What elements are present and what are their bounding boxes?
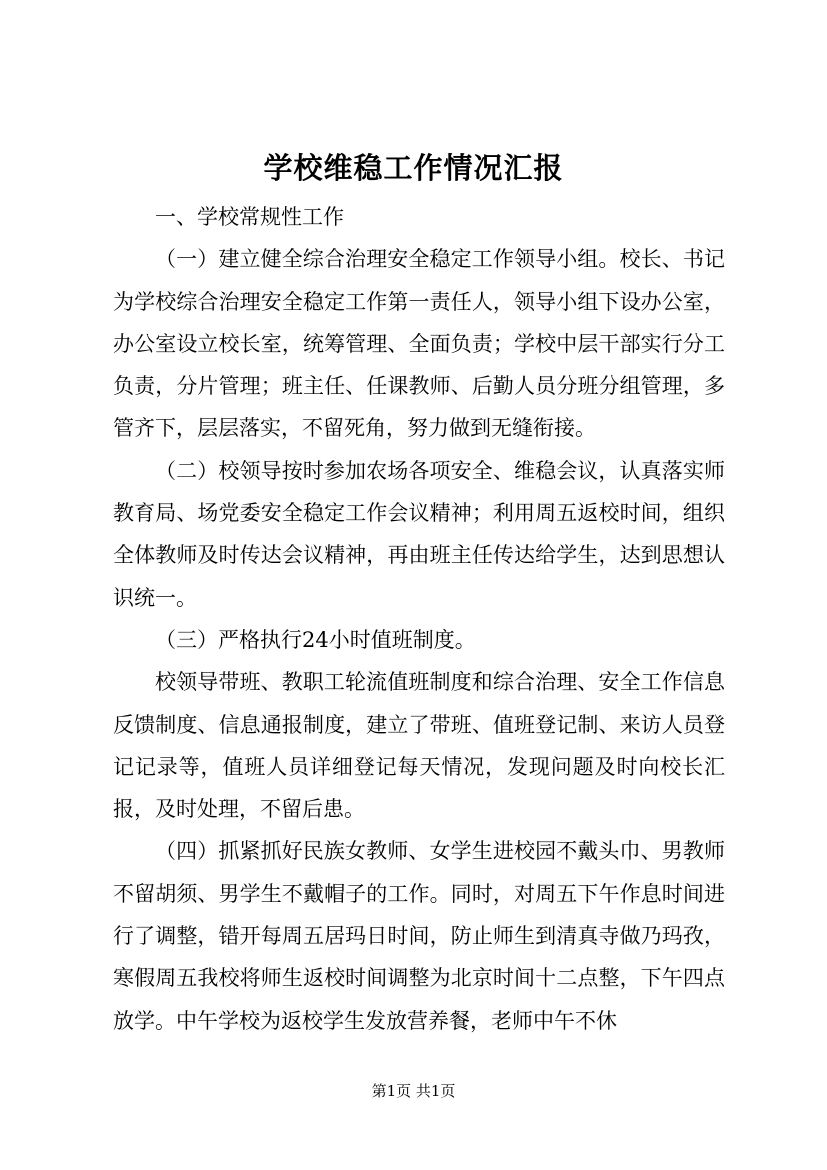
paragraph-1: （一）建立健全综合治理安全稳定工作领导小组。校长、书记为学校综合治理安全稳定工作第一责任人，领导小组下设办公室，办公室设立校长室，统筹管理、全面负责；学校中层干部实行分工负责，分片管理；班主任、任课教师、后勤人员分班分组管理，多管齐下，层层落实，不留死角，努力做到无缝衔接。 [113,247,725,441]
page-number-footer: 第1页 共1页 [371,1082,456,1100]
paragraph-4: 校领导带班、教职工轮流值班制度和综合治理、安全工作信息反馈制度、信息通报制度，建立了带班、值班登记制、来访人员登记记录等，值班人员详细登记每天情况，发现问题及时向校长汇报，及时处理，不留后患。 [113,670,725,822]
paragraph-5: （四）抓紧抓好民族女教师、女学生进校园不戴头巾、男教师不留胡须、男学生不戴帽子的工作。同时，对周五下午作息时间进行了调整，错开每周五居玛日时间，防止师生到清真寺做乃玛孜，寒假周五我校将师生返校时间调整为北京时间十二点整，下午四点放学。中午学校为返校学生发放营养餐，老师中午不休 [113,839,725,1033]
document-title: 学校维稳工作情况汇报 [263,151,564,185]
paragraph-2: （二）校领导按时参加农场各项安全、维稳会议，认真落实师教育局、场党委安全稳定工作会议精神；利用周五返校时间，组织全体教师及时传达会议精神，再由班主任传达给学生，达到思想认识统一。 [113,458,725,610]
document-body [113,196,725,1042]
section-heading: 一、学校常规性工作 [155,205,344,229]
paragraph-3: （三）严格执行24小时值班制度。 [155,627,476,652]
